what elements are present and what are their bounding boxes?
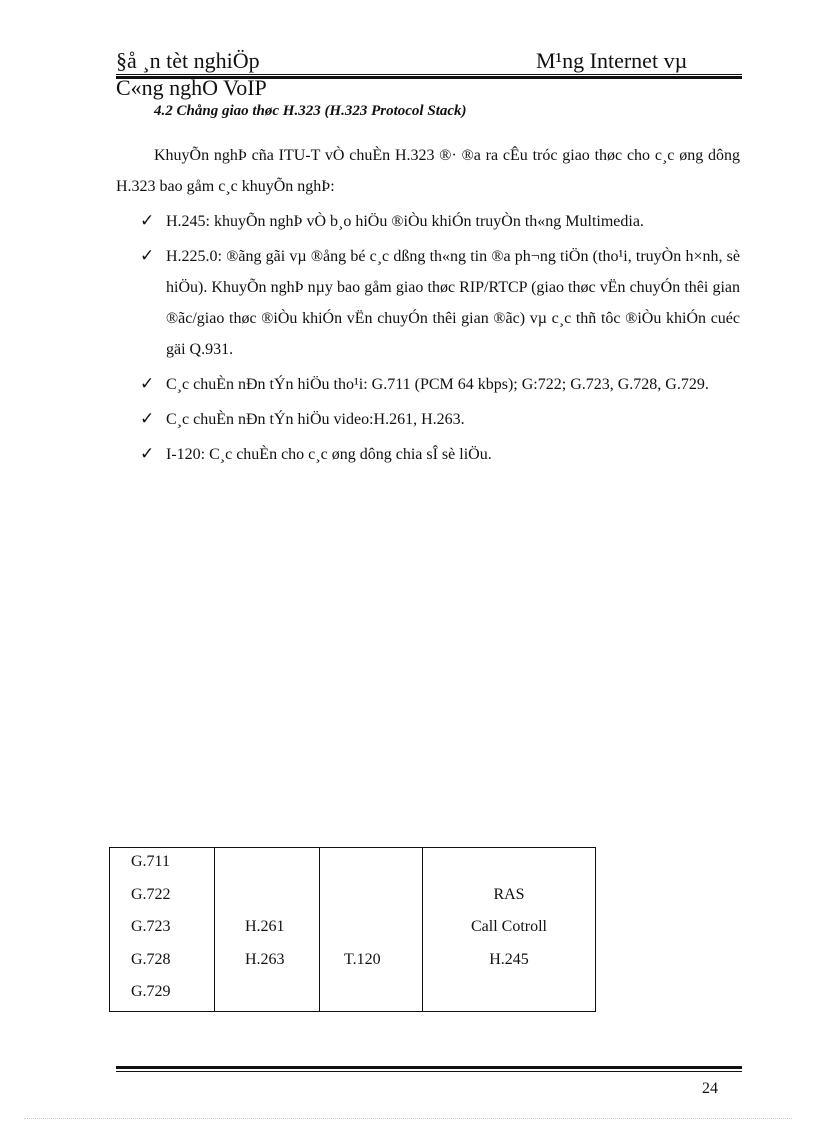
table-cell-line: [423, 978, 595, 1011]
recommendation-list: [140, 206, 740, 474]
footer-rule-thin: [116, 1071, 742, 1072]
list-item: [140, 206, 740, 237]
header-right-continuation: C«ng nghÖ VoIP: [116, 75, 267, 100]
checkmark-icon: ✓: [140, 409, 155, 429]
list-item: [140, 439, 740, 470]
list-item-text: C¸c chuÈn nÐn tÝn hiÖu tho¹i: G.711 (PCM 64 kbps); G:722; G.723, G.728, G.729.: [166, 376, 709, 393]
intro-paragraph: KhuyÕn nghÞ cña ITU-T vÒ chuÈn H.323 ®· ®a ra cÊu tróc giao thøc cho c¸c øng dông H.323 bao gåm c¸c khuyÕn nghÞ:: [116, 147, 740, 195]
intro-paragraph-block: [116, 140, 740, 202]
table-cell-line: G.728: [131, 950, 171, 968]
table-cell-data-sharing: [320, 848, 423, 1012]
table-cell-line: T.120: [344, 950, 381, 968]
table-cell-line: H.261: [245, 918, 285, 935]
table-cell-line: RAS: [493, 885, 525, 903]
list-item-text: H.225.0: ®ãng gãi vµ ®ång bé c¸c dßng th«ng tin ®a ph¬ng tiÖn (tho¹i, truyÒn h×nh, sè hiÖu). KhuyÕn nghÞ nµy bao gåm giao thøc RIP/RTCP (giao thøc vËn chuyÓn thêi gian ®ãc/giao thøc ®iÒu khiÓn vËn chuyÓn thêi gian ®ãc) vµ c¸c thñ tôc ®iÒu khiÓn cuéc gäi Q.931.: [166, 248, 740, 358]
list-item: [140, 369, 740, 400]
checkmark-icon: ✓: [140, 374, 155, 394]
table-cell-line: [215, 978, 319, 1011]
list-item: [140, 404, 740, 435]
table-cell-line: [215, 881, 319, 914]
table-cell-line: [320, 848, 422, 881]
header-left-title: §å ¸n tèt nghiÖp: [116, 48, 260, 73]
table-cell-line: G.722: [131, 885, 171, 903]
table-cell-audio-codecs: [110, 848, 215, 1012]
table-cell-line: H.245: [489, 950, 529, 968]
table-cell-line: G.729: [131, 983, 171, 1000]
section-title: 4.2 Chång giao thøc H.323 (H.323 Protocol Stack): [154, 103, 467, 119]
table-cell-line: [320, 913, 422, 946]
list-item-text: I-120: C¸c chuÈn cho c¸c øng dông chia sÎ sè liÖu.: [166, 446, 492, 463]
table-cell-line: G.723: [131, 918, 171, 935]
table-cell-line: [320, 881, 422, 914]
list-item: [140, 241, 740, 365]
page-bottom-border: [24, 1118, 792, 1119]
list-item-text: C¸c chuÈn nÐn tÝn hiÖu video:H.261, H.263.: [166, 411, 465, 428]
table-cell-line: G.711: [131, 853, 170, 870]
table-cell-line: [215, 848, 319, 881]
checkmark-icon: ✓: [140, 246, 155, 266]
table-cell-line: H.263: [245, 950, 285, 968]
header-right-title: M¹ng Internet vµ: [536, 48, 688, 73]
footer-rule-thick: [116, 1066, 742, 1069]
checkmark-icon: ✓: [140, 211, 155, 231]
table-cell-line: [423, 848, 595, 881]
page-number: 24: [702, 1080, 718, 1097]
table-cell-line: [320, 978, 422, 1011]
table-cell-control: [423, 848, 596, 1012]
checkmark-icon: ✓: [140, 444, 155, 464]
table-cell-video-codecs: [215, 848, 320, 1012]
list-item-text: H.245: khuyÕn nghÞ vÒ b¸o hiÖu ®iÒu khiÓn truyÒn th«ng Multimedia.: [166, 213, 644, 230]
protocol-stack-table: [109, 847, 596, 1012]
table-cell-line: Call Cotroll: [471, 918, 547, 935]
